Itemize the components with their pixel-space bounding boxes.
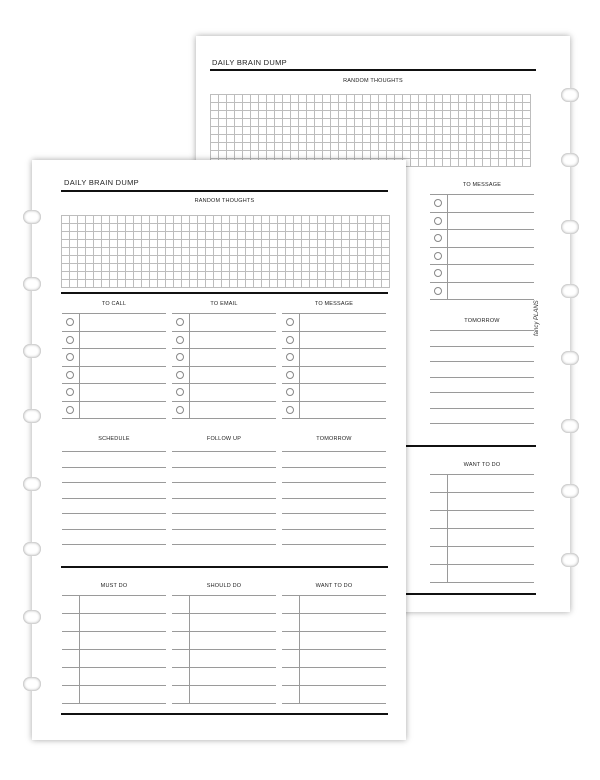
writing-line bbox=[282, 529, 386, 530]
writing-line bbox=[282, 667, 386, 668]
writing-line bbox=[430, 474, 534, 475]
binding-notch bbox=[23, 677, 41, 691]
checkbox-circle[interactable] bbox=[434, 199, 442, 207]
writing-line bbox=[282, 595, 386, 596]
want-to-do-column bbox=[282, 583, 386, 703]
writing-line bbox=[282, 498, 386, 499]
writing-line bbox=[282, 649, 386, 650]
checkbox-divider bbox=[189, 313, 190, 418]
writing-line bbox=[172, 595, 276, 596]
front-bottom-rule bbox=[61, 713, 388, 715]
front-random-thoughts-grid bbox=[61, 215, 390, 288]
binding-notch bbox=[23, 542, 41, 556]
back-random-thoughts-title: RANDOM THOUGHTS bbox=[343, 78, 403, 84]
writing-line bbox=[282, 401, 386, 402]
checkbox-circle[interactable] bbox=[176, 388, 184, 396]
writing-line bbox=[62, 331, 166, 332]
checkbox-circle[interactable] bbox=[286, 353, 294, 361]
checkbox-circle[interactable] bbox=[176, 371, 184, 379]
binding-notch bbox=[561, 419, 579, 433]
writing-line bbox=[430, 408, 534, 409]
writing-line bbox=[430, 346, 534, 347]
writing-line bbox=[62, 667, 166, 668]
writing-line bbox=[172, 544, 276, 545]
writing-line bbox=[172, 513, 276, 514]
back-page-title: DAILY BRAIN DUMP bbox=[212, 58, 287, 67]
checkbox-circle[interactable] bbox=[66, 336, 74, 344]
to-email-title: TO EMAIL bbox=[210, 301, 238, 307]
writing-line bbox=[282, 685, 386, 686]
checkbox-circle[interactable] bbox=[434, 287, 442, 295]
writing-line bbox=[430, 361, 534, 362]
writing-line bbox=[430, 528, 534, 529]
writing-line bbox=[62, 595, 166, 596]
back-title-rule bbox=[210, 69, 536, 71]
writing-line bbox=[62, 348, 166, 349]
writing-line bbox=[62, 383, 166, 384]
writing-line bbox=[282, 331, 386, 332]
writing-line bbox=[282, 348, 386, 349]
back-bottom-rule bbox=[406, 593, 536, 595]
checkbox-circle[interactable] bbox=[286, 371, 294, 379]
writing-line bbox=[62, 418, 166, 419]
writing-line bbox=[62, 467, 166, 468]
to-call-column bbox=[62, 301, 166, 421]
writing-line bbox=[62, 703, 166, 704]
back-to-message-title: TO MESSAGE bbox=[462, 182, 502, 188]
writing-line bbox=[172, 451, 276, 452]
task-margin-line bbox=[447, 474, 448, 582]
writing-line bbox=[62, 685, 166, 686]
back-tomorrow-title: TOMORROW bbox=[464, 318, 500, 324]
front-title-rule bbox=[61, 190, 388, 192]
task-margin-line bbox=[299, 595, 300, 703]
writing-line bbox=[172, 703, 276, 704]
checkbox-divider bbox=[447, 194, 448, 299]
checkbox-circle[interactable] bbox=[286, 406, 294, 414]
checkbox-circle[interactable] bbox=[66, 388, 74, 396]
tomorrow-column bbox=[282, 436, 386, 556]
front-grid-rule bbox=[61, 292, 388, 294]
writing-line bbox=[430, 392, 534, 393]
writing-line bbox=[62, 631, 166, 632]
writing-line bbox=[430, 423, 534, 424]
writing-line bbox=[282, 313, 386, 314]
writing-line bbox=[430, 492, 534, 493]
writing-line bbox=[172, 482, 276, 483]
writing-line bbox=[62, 498, 166, 499]
to-message-column bbox=[282, 301, 386, 421]
writing-line bbox=[430, 194, 534, 195]
writing-line bbox=[62, 401, 166, 402]
writing-line bbox=[172, 348, 276, 349]
writing-line bbox=[430, 564, 534, 565]
binding-notch bbox=[23, 210, 41, 224]
writing-line bbox=[172, 401, 276, 402]
checkbox-divider bbox=[79, 313, 80, 418]
writing-line bbox=[172, 667, 276, 668]
should-do-title: SHOULD DO bbox=[206, 583, 242, 589]
task-margin-line bbox=[79, 595, 80, 703]
writing-line bbox=[282, 544, 386, 545]
writing-line bbox=[62, 513, 166, 514]
checkbox-circle[interactable] bbox=[66, 318, 74, 326]
checkbox-circle[interactable] bbox=[176, 406, 184, 414]
checkbox-circle[interactable] bbox=[176, 336, 184, 344]
writing-line bbox=[430, 212, 534, 213]
writing-line bbox=[62, 451, 166, 452]
checkbox-circle[interactable] bbox=[66, 406, 74, 414]
binding-notch bbox=[561, 88, 579, 102]
writing-line bbox=[282, 613, 386, 614]
writing-line bbox=[172, 685, 276, 686]
checkbox-circle[interactable] bbox=[434, 252, 442, 260]
binding-notch bbox=[23, 409, 41, 423]
back-random-thoughts-grid bbox=[210, 94, 531, 167]
back-mid-rule bbox=[406, 445, 536, 447]
writing-line bbox=[430, 282, 534, 283]
to-call-title: TO CALL bbox=[101, 301, 127, 307]
writing-line bbox=[172, 631, 276, 632]
writing-line bbox=[282, 482, 386, 483]
checkbox-circle[interactable] bbox=[66, 353, 74, 361]
writing-line bbox=[62, 313, 166, 314]
tomorrow-title: TOMORROW bbox=[316, 436, 352, 442]
checkbox-circle[interactable] bbox=[286, 388, 294, 396]
checkbox-circle[interactable] bbox=[176, 353, 184, 361]
writing-line bbox=[430, 247, 534, 248]
writing-line bbox=[430, 229, 534, 230]
binding-notch bbox=[561, 484, 579, 498]
writing-line bbox=[282, 418, 386, 419]
should-do-column bbox=[172, 583, 276, 703]
to-message-title: TO MESSAGE bbox=[314, 301, 354, 307]
binding-notch bbox=[23, 610, 41, 624]
checkbox-circle[interactable] bbox=[286, 318, 294, 326]
binding-notch bbox=[561, 553, 579, 567]
checkbox-circle[interactable] bbox=[176, 318, 184, 326]
binding-notch bbox=[561, 153, 579, 167]
writing-line bbox=[172, 467, 276, 468]
must-do-column bbox=[62, 583, 166, 703]
writing-line bbox=[172, 366, 276, 367]
writing-line bbox=[430, 546, 534, 547]
back-to-message-column bbox=[430, 182, 534, 302]
schedule-title: SCHEDULE bbox=[98, 436, 130, 442]
writing-line bbox=[282, 451, 386, 452]
writing-line bbox=[172, 649, 276, 650]
writing-line bbox=[172, 331, 276, 332]
checkbox-circle[interactable] bbox=[434, 217, 442, 225]
writing-line bbox=[430, 377, 534, 378]
checkbox-circle[interactable] bbox=[66, 371, 74, 379]
binding-notch bbox=[561, 220, 579, 234]
want-to-do-title: WANT TO DO bbox=[315, 583, 353, 589]
writing-line bbox=[282, 366, 386, 367]
writing-line bbox=[62, 544, 166, 545]
writing-line bbox=[430, 299, 534, 300]
binding-notch bbox=[23, 277, 41, 291]
checkbox-divider bbox=[299, 313, 300, 418]
back-want-to-do-title: WANT TO DO bbox=[463, 462, 501, 468]
writing-line bbox=[62, 366, 166, 367]
schedule-column bbox=[62, 436, 166, 556]
writing-line bbox=[430, 330, 534, 331]
front-planner-page bbox=[32, 160, 406, 740]
binding-notch bbox=[561, 351, 579, 365]
writing-line bbox=[282, 467, 386, 468]
follow-up-title: FOLLOW UP bbox=[206, 436, 242, 442]
front-random-thoughts-title: RANDOM THOUGHTS bbox=[194, 198, 255, 204]
writing-line bbox=[430, 264, 534, 265]
checkbox-circle[interactable] bbox=[434, 234, 442, 242]
writing-line bbox=[172, 498, 276, 499]
writing-line bbox=[62, 482, 166, 483]
writing-line bbox=[282, 703, 386, 704]
writing-line bbox=[62, 649, 166, 650]
back-want-to-do-column bbox=[430, 462, 534, 582]
binding-notch bbox=[23, 477, 41, 491]
writing-line bbox=[62, 613, 166, 614]
writing-line bbox=[172, 313, 276, 314]
checkbox-circle[interactable] bbox=[434, 269, 442, 277]
writing-line bbox=[62, 529, 166, 530]
binding-notch bbox=[561, 284, 579, 298]
writing-line bbox=[172, 383, 276, 384]
binding-notch bbox=[23, 344, 41, 358]
writing-line bbox=[430, 510, 534, 511]
front-page-title: DAILY BRAIN DUMP bbox=[64, 178, 139, 187]
writing-line bbox=[282, 513, 386, 514]
writing-line bbox=[282, 383, 386, 384]
writing-line bbox=[172, 613, 276, 614]
follow-up-column bbox=[172, 436, 276, 556]
checkbox-circle[interactable] bbox=[286, 336, 294, 344]
writing-line bbox=[172, 529, 276, 530]
must-do-title: MUST DO bbox=[100, 583, 128, 589]
task-margin-line bbox=[189, 595, 190, 703]
writing-line bbox=[172, 418, 276, 419]
writing-line bbox=[430, 582, 534, 583]
brand-logo: fancy PLANS bbox=[534, 300, 540, 336]
writing-line bbox=[282, 631, 386, 632]
front-mid-rule bbox=[61, 566, 388, 568]
back-tomorrow-column bbox=[430, 318, 534, 438]
to-email-column bbox=[172, 301, 276, 421]
